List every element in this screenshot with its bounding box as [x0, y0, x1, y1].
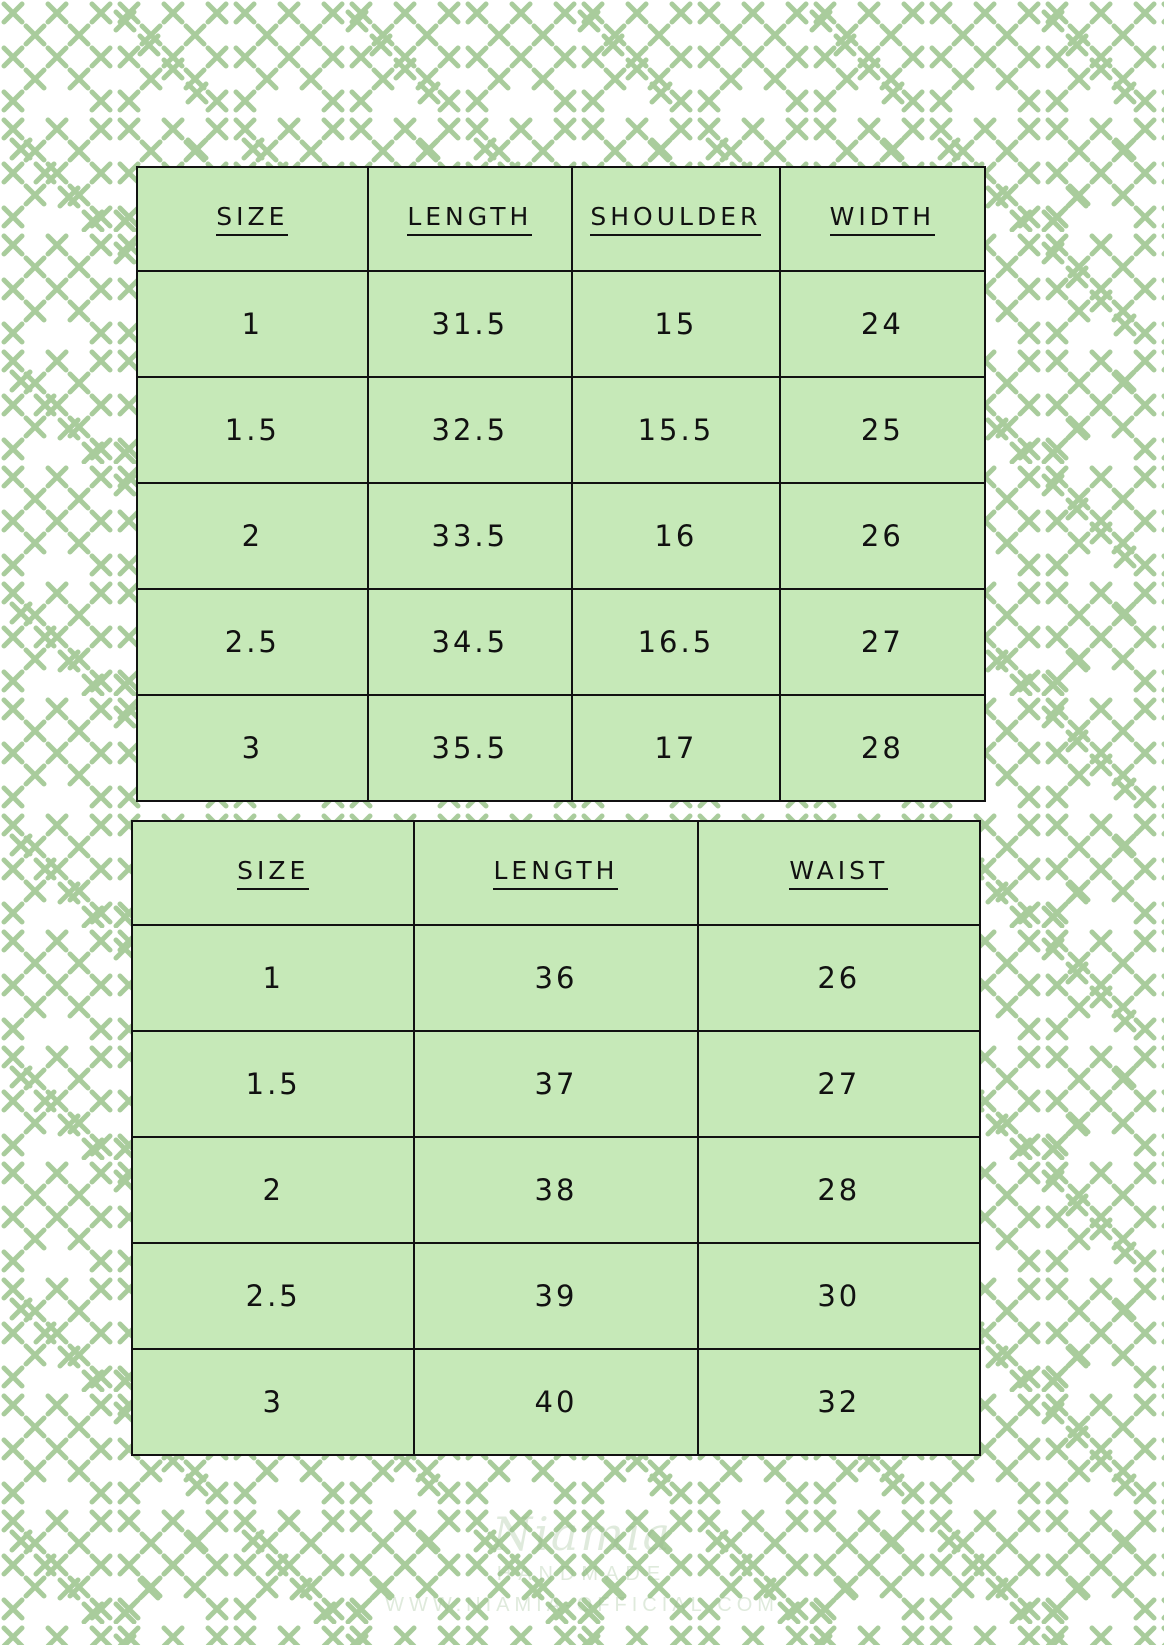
cell-shoulder: 16.5 [572, 589, 780, 695]
table-header-row [137, 167, 985, 271]
watermark-url: WWW.NIAMIA-OFFICIAL.COM [385, 1594, 779, 1616]
column-header-shoulder: SHOULDER [572, 167, 780, 271]
cell-length: 35.5 [368, 695, 572, 801]
cell-width: 26 [780, 483, 985, 589]
table-row [137, 271, 985, 377]
top-size-chart [136, 166, 986, 802]
cell-size: 1 [137, 271, 368, 377]
cell-width: 24 [780, 271, 985, 377]
cell-waist: 28 [698, 1137, 980, 1243]
column-header-waist: WAIST [698, 821, 980, 925]
cell-shoulder: 15 [572, 271, 780, 377]
cell-size: 1.5 [137, 377, 368, 483]
column-header-width: WIDTH [780, 167, 985, 271]
table-row [137, 695, 985, 801]
cell-shoulder: 15.5 [572, 377, 780, 483]
cell-size: 2.5 [132, 1243, 414, 1349]
cell-length: 31.5 [368, 271, 572, 377]
cell-size: 1 [132, 925, 414, 1031]
table-row [132, 1349, 980, 1455]
table-row [137, 483, 985, 589]
cell-shoulder: 17 [572, 695, 780, 801]
table-row [132, 1137, 980, 1243]
cell-length: 38 [414, 1137, 697, 1243]
size-table-top [136, 166, 986, 802]
cell-waist: 26 [698, 925, 980, 1031]
cell-waist: 32 [698, 1349, 980, 1455]
table-row [132, 1031, 980, 1137]
cell-size: 2.5 [137, 589, 368, 695]
table-row [137, 377, 985, 483]
cell-length: 37 [414, 1031, 697, 1137]
table-row [137, 589, 985, 695]
cell-shoulder: 16 [572, 483, 780, 589]
cell-width: 28 [780, 695, 985, 801]
size-table-bottom [131, 820, 981, 1456]
bottom-size-chart [131, 820, 981, 1456]
cell-size: 2 [137, 483, 368, 589]
cell-length: 33.5 [368, 483, 572, 589]
cell-size: 3 [132, 1349, 414, 1455]
column-header-length: LENGTH [414, 821, 697, 925]
cell-size: 3 [137, 695, 368, 801]
cell-size: 1.5 [132, 1031, 414, 1137]
column-header-size: SIZE [132, 821, 414, 925]
table-row [132, 1243, 980, 1349]
column-header-length: LENGTH [368, 167, 572, 271]
cell-length: 32.5 [368, 377, 572, 483]
column-header-size: SIZE [137, 167, 368, 271]
cell-width: 27 [780, 589, 985, 695]
table-row [132, 925, 980, 1031]
cell-waist: 27 [698, 1031, 980, 1137]
watermark-subtitle: HANDMADE [496, 1563, 668, 1585]
cell-waist: 30 [698, 1243, 980, 1349]
cell-length: 34.5 [368, 589, 572, 695]
cell-size: 2 [132, 1137, 414, 1243]
cell-length: 36 [414, 925, 697, 1031]
cell-width: 25 [780, 377, 985, 483]
table-header-row [132, 821, 980, 925]
cell-length: 39 [414, 1243, 697, 1349]
watermark-brand: Niamia [491, 1507, 673, 1561]
cell-length: 40 [414, 1349, 697, 1455]
